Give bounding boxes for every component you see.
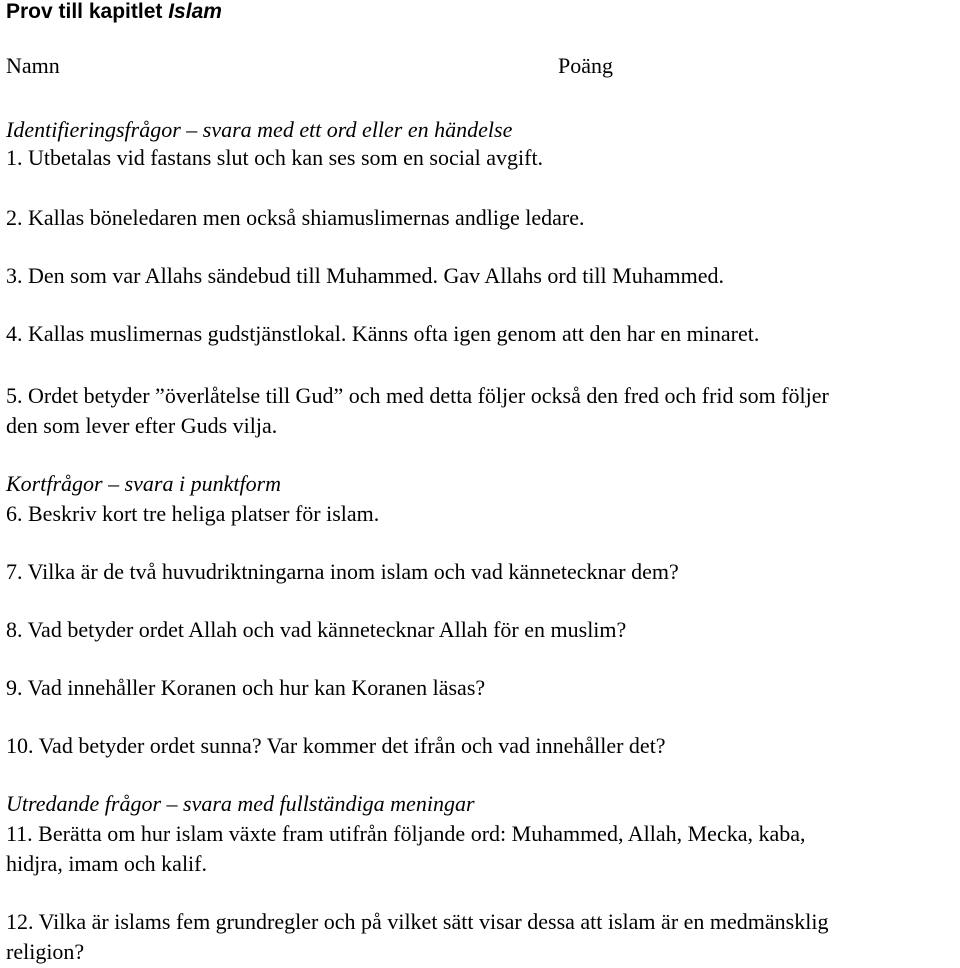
question-9: 9. Vad innehåller Koranen och hur kan Koranen läsas? — [6, 675, 486, 700]
question-11-line-1: 11. Berätta om hur islam växte fram utifrån följande ord: Muhammed, Allah, Mecka, kaba, — [6, 821, 806, 846]
question-6: 6. Beskriv kort tre heliga platser för islam. — [6, 501, 380, 526]
question-4: 4. Kallas muslimernas gudstjänstlokal. Känns ofta igen genom att den har en minaret. — [6, 321, 760, 346]
question-2: 2. Kallas böneledaren men också shiamuslimernas andlige ledare. — [6, 205, 585, 230]
question-12-line-1: 12. Vilka är islams fem grundregler och på vilket sätt visar dessa att islam är en medmänsklig — [6, 909, 829, 934]
section-heading-identification: Identifieringsfrågor – svara med ett ord eller en händelse — [6, 117, 513, 142]
question-8: 8. Vad betyder ordet Allah och vad kännetecknar Allah för en muslim? — [6, 617, 627, 642]
document-title — [6, 0, 222, 26]
section-heading-investigative: Utredande frågor – svara med fullständiga meningar — [6, 791, 475, 816]
question-11-line-2: hidjra, imam och kalif. — [6, 851, 207, 876]
question-5-line-1: 5. Ordet betyder ”överlåtelse till Gud” och med detta följer också den fred och frid som följer — [6, 383, 829, 408]
question-3: 3. Den som var Allahs sändebud till Muhammed. Gav Allahs ord till Muhammed. — [6, 263, 724, 288]
title-subject: Islam — [168, 0, 222, 23]
title-prefix: Prov till kapitlet — [6, 0, 169, 23]
name-label: Namn — [6, 53, 60, 78]
section-heading-short: Kortfrågor – svara i punktform — [6, 471, 282, 496]
question-1: 1. Utbetalas vid fastans slut och kan ses som en social avgift. — [6, 145, 544, 170]
question-12-line-2: religion? — [6, 939, 85, 964]
question-5-line-2: den som lever efter Guds vilja. — [6, 413, 278, 438]
question-7: 7. Vilka är de två huvudriktningarna inom islam och vad kännetecknar dem? — [6, 559, 679, 584]
question-10: 10. Vad betyder ordet sunna? Var kommer det ifrån och vad innehåller det? — [6, 733, 666, 758]
points-label: Poäng — [558, 53, 613, 78]
